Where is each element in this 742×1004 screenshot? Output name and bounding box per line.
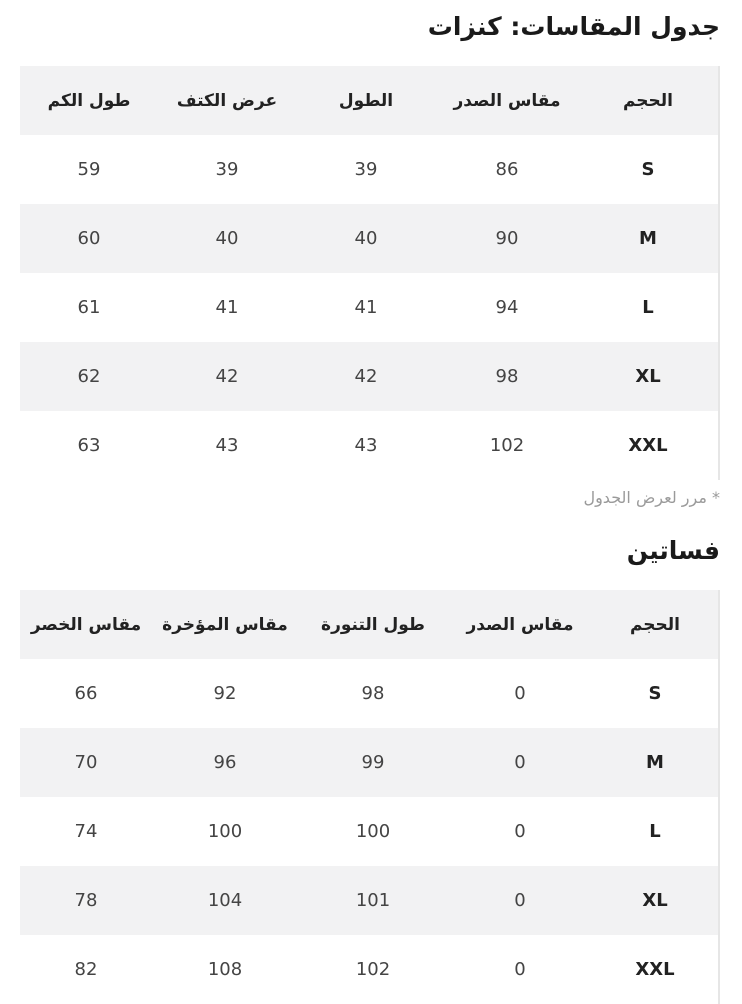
sweaters-title: جدول المقاسات: كنزات: [427, 12, 720, 41]
table-cell: 102: [355, 959, 391, 980]
header-skirt-length: طول التنورة: [321, 614, 425, 635]
table-row: [20, 342, 718, 411]
dresses-table-scroll[interactable]: [18, 590, 720, 1004]
size-cell: XXL: [635, 959, 675, 980]
table-cell: 42: [215, 366, 239, 387]
header-size: الحجم: [622, 90, 674, 111]
table-row: [20, 728, 718, 797]
table-cell: 92: [213, 683, 237, 704]
table-cell: 98: [361, 683, 385, 704]
table-cell: 98: [495, 366, 519, 387]
table-cell: 41: [215, 297, 239, 318]
sweaters-table-scroll[interactable]: [18, 66, 720, 480]
table-cell: 39: [215, 159, 239, 180]
dresses-size-table: [20, 590, 718, 1004]
table-cell: 108: [207, 959, 243, 980]
table-cell: 0: [514, 890, 526, 911]
table-cell: 43: [354, 435, 378, 456]
table-cell: 66: [74, 683, 98, 704]
table-cell: 40: [354, 228, 378, 249]
header-sleeve: طول الكم: [47, 90, 131, 111]
size-cell: L: [642, 297, 654, 318]
table-header-row: [20, 66, 718, 135]
header-shoulder: عرض الكتف: [176, 90, 278, 111]
table-row: [20, 204, 718, 273]
table-cell: 90: [495, 228, 519, 249]
table-cell: 41: [354, 297, 378, 318]
sweaters-size-table: [20, 66, 718, 480]
header-waist: مقاس الخصر: [30, 614, 142, 635]
size-cell: XL: [635, 366, 661, 387]
size-cell: S: [648, 683, 662, 704]
table-row: [20, 866, 718, 935]
header-chest: مقاس الصدر: [453, 90, 561, 111]
dresses-title: فساتين: [626, 536, 720, 565]
table-cell: 0: [514, 683, 526, 704]
size-cell: M: [646, 752, 664, 773]
table-row: [20, 135, 718, 204]
size-cell: L: [649, 821, 661, 842]
size-cell: XXL: [628, 435, 668, 456]
size-cell: S: [641, 159, 655, 180]
table-cell: 43: [215, 435, 239, 456]
table-cell: 74: [74, 821, 98, 842]
table-cell: 99: [361, 752, 385, 773]
table-cell: 0: [514, 821, 526, 842]
table-cell: 78: [74, 890, 98, 911]
header-length: الطول: [338, 90, 394, 111]
scroll-hint: * مرر لعرض الجدول: [583, 488, 720, 507]
size-cell: XL: [642, 890, 668, 911]
table-cell: 102: [489, 435, 525, 456]
table-row: [20, 659, 718, 728]
table-cell: 86: [495, 159, 519, 180]
table-cell: 70: [74, 752, 98, 773]
table-cell: 104: [207, 890, 243, 911]
table-cell: 61: [77, 297, 101, 318]
table-cell: 0: [514, 959, 526, 980]
header-chest: مقاس الصدر: [466, 614, 574, 635]
table-row: [20, 273, 718, 342]
table-cell: 59: [77, 159, 101, 180]
table-cell: 82: [74, 959, 98, 980]
table-cell: 101: [355, 890, 391, 911]
table-cell: 100: [207, 821, 243, 842]
table-cell: 100: [355, 821, 391, 842]
table-cell: 63: [77, 435, 101, 456]
table-cell: 0: [514, 752, 526, 773]
table-cell: 96: [213, 752, 237, 773]
table-cell: 62: [77, 366, 101, 387]
header-hip: مقاس المؤخرة: [162, 614, 288, 635]
table-row: [20, 935, 718, 1004]
table-cell: 39: [354, 159, 378, 180]
header-size: الحجم: [629, 614, 681, 635]
table-cell: 94: [495, 297, 519, 318]
size-cell: M: [639, 228, 657, 249]
table-header-row: [20, 590, 718, 659]
table-cell: 40: [215, 228, 239, 249]
table-cell: 42: [354, 366, 378, 387]
table-row: [20, 411, 718, 480]
table-row: [20, 797, 718, 866]
table-cell: 60: [77, 228, 101, 249]
